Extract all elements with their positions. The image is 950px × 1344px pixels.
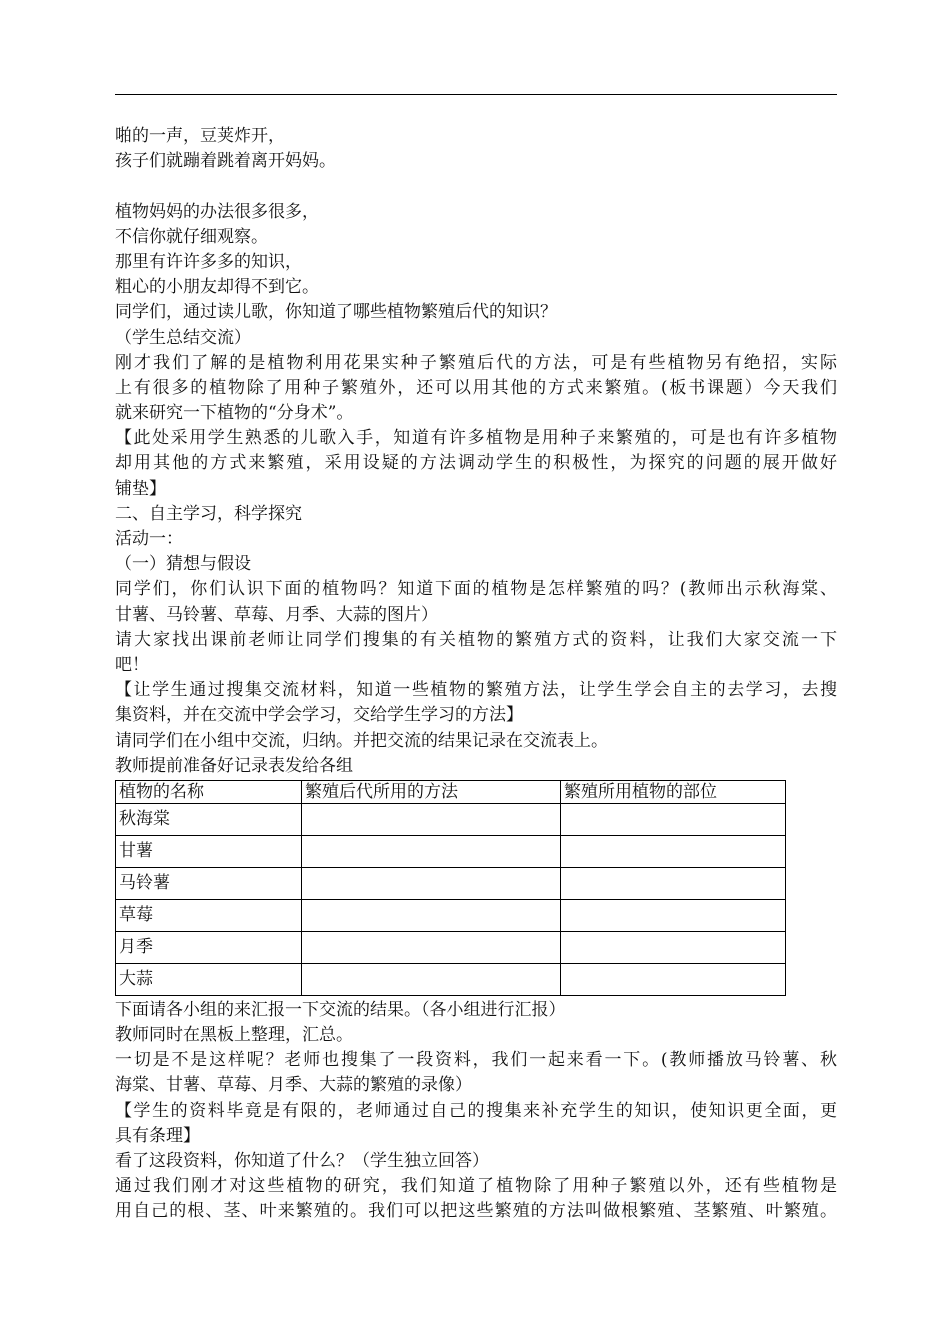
text-line: 二、自主学习，科学探究 (115, 503, 302, 524)
blank-cell (561, 963, 786, 995)
plant-name-cell: 马铃薯 (116, 867, 302, 899)
text-line: 通过我们刚才对这些植物的研究，我们知道了植物除了用种子繁殖以外，还有些植物是 (115, 1176, 837, 1197)
blank-cell (302, 963, 561, 995)
text-line: 具有条理】 (115, 1125, 200, 1146)
text-line: 请大家找出课前老师让同学们搜集的有关植物的繁殖方式的资料，让我们大家交流一下 (115, 629, 837, 650)
document-body (115, 124, 837, 1225)
text-line: 啪的一声，豆荚炸开， (115, 126, 285, 146)
table-row (116, 803, 786, 835)
paragraphs-before-table (115, 124, 837, 779)
text-line: 活动一： (115, 529, 183, 549)
plant-name-cell: 月季 (116, 931, 302, 963)
blank-cell (561, 931, 786, 963)
paragraphs-after-table (115, 998, 837, 1225)
text-line: 教师提前准备好记录表发给各组 (115, 755, 353, 776)
text-line: 却用其他的方式来繁殖，采用设疑的方法调动学生的积极性，为探究的问题的展开做好 (115, 453, 837, 474)
text-line: 同学们，你们认识下面的植物吗？知道下面的植物是怎样繁殖的吗？(教师出示秋海棠、 (115, 579, 837, 600)
table-header-row (116, 780, 786, 803)
plant-name-cell: 草莓 (116, 899, 302, 931)
plant-name-cell: 甘薯 (116, 835, 302, 867)
text-line: 【让学生通过搜集交流材料，知道一些植物的繁殖方法，让学生学会自主的去学习，去搜 (115, 680, 837, 701)
blank-cell (561, 867, 786, 899)
blank-cell (302, 803, 561, 835)
text-line: 铺垫】 (115, 478, 166, 499)
text-line: 同学们，通过读儿歌，你知道了哪些植物繁殖后代的知识？ (115, 302, 557, 323)
blank-line (115, 174, 837, 199)
table-header-cell: 繁殖所用植物的部位 (561, 780, 786, 803)
text-line: 用自己的根、茎、叶来繁殖的。我们可以把这些繁殖的方法叫做根繁殖、茎繁殖、叶繁殖。 (115, 1201, 837, 1222)
text-line: 教师同时在黑板上整理，汇总。 (115, 1025, 353, 1046)
header-rule (115, 94, 837, 95)
table-row (116, 931, 786, 963)
table-row (116, 835, 786, 867)
blank-cell (302, 867, 561, 899)
text-line: 一切是不是这样呢？老师也搜集了一段资料，我们一起来看一下。(教师播放马铃薯、秋 (115, 1050, 837, 1071)
text-line: 吧！ (115, 654, 149, 675)
text-line: 粗心的小朋友却得不到它。 (115, 277, 319, 298)
text-line: 请同学们在小组中交流，归纳。并把交流的结果记录在交流表上。 (115, 730, 608, 751)
text-line: 海棠、甘薯、草莓、月季、大蒜的繁殖的录像） (115, 1075, 472, 1096)
blank-cell (561, 899, 786, 931)
text-line: 刚才我们了解的是植物利用花果实种子繁殖后代的方法，可是有些植物另有绝招，实际 (115, 352, 837, 373)
blank-cell (302, 835, 561, 867)
text-line: 孩子们就蹦着跳着离开妈妈。 (115, 151, 336, 172)
text-line: 植物妈妈的办法很多很多， (115, 201, 319, 222)
plant-name-cell: 大蒜 (116, 963, 302, 995)
text-line: 甘薯、马铃薯、草莓、月季、大蒜的图片） (115, 604, 438, 625)
text-line: 【学生的资料毕竟是有限的，老师通过自己的搜集来补充学生的知识，使知识更全面，更 (115, 1100, 837, 1121)
text-line: 【此处采用学生熟悉的儿歌入手，知道有许多植物是用种子来繁殖的，可是也有许多植物 (115, 428, 837, 449)
blank-cell (561, 803, 786, 835)
text-line: 集资料，并在交流中学会学习，交给学生学习的方法】 (115, 705, 523, 726)
blank-cell (302, 931, 561, 963)
blank-cell (302, 899, 561, 931)
text-line: 那里有许许多多的知识， (115, 251, 302, 272)
text-line: 不信你就仔细观察。 (115, 226, 268, 247)
text-line: （一）猜想与假设 (115, 554, 251, 575)
blank-cell (561, 835, 786, 867)
table-header-cell: 繁殖后代所用的方法 (302, 780, 561, 803)
text-line: 就来研究一下植物的“分身术”。 (115, 403, 354, 424)
table-row (116, 899, 786, 931)
text-line: 下面请各小组的来汇报一下交流的结果。（各小组进行汇报） (115, 999, 566, 1020)
table-row (116, 963, 786, 995)
text-line: 上有很多的植物除了用种子繁殖外，还可以用其他的方式来繁殖。(板书课题）今天我们 (115, 377, 837, 398)
text-line: （学生总结交流） (115, 327, 251, 348)
plant-name-cell: 秋海棠 (116, 803, 302, 835)
table-header-cell: 植物的名称 (116, 780, 302, 803)
text-line: 看了这段资料，你知道了什么？（学生独立回答） (115, 1151, 489, 1171)
table-row (116, 867, 786, 899)
record-table (115, 780, 786, 996)
